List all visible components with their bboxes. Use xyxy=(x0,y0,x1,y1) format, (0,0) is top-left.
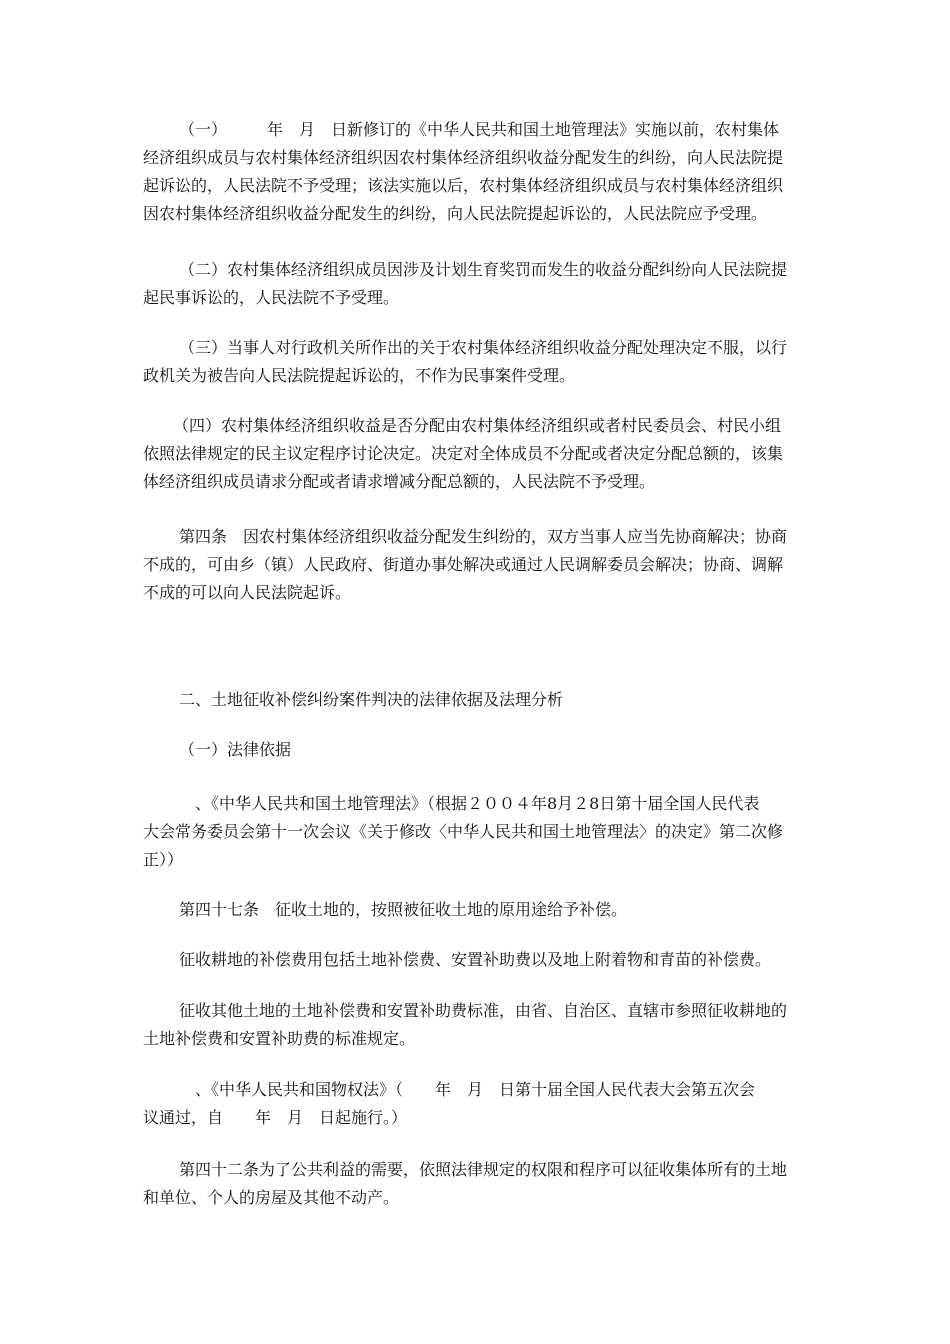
paragraph-line: （一） 年 月 日新修订的《中华人民共和国土地管理法》实施以前，农村集体 xyxy=(179,120,780,139)
paragraph-line: 征收其他土地的土地补偿费和安置补助费标准，由省、自治区、直辖市参照征收耕地的 xyxy=(179,1001,788,1020)
paragraph-line: 土地补偿费和安置补助费的标准规定。 xyxy=(143,1029,416,1048)
paragraph-other-land xyxy=(143,997,808,1053)
paragraph-property-law xyxy=(143,1076,808,1132)
subsection-heading-text: （一）法律依据 xyxy=(179,740,292,759)
paragraph-line: 第四条 因农村集体经济组织收益分配发生纠纷的，双方当事人应当先协商解决；协商 xyxy=(179,527,788,546)
paragraph-line: 第四十二条为了公共利益的需要，依照法律规定的权限和程序可以征收集体所有的土地 xyxy=(179,1160,788,1179)
paragraph-line: 、《中华人民共和国物权法》（ 年 月 日第十届全国人民代表大会第五次会 xyxy=(179,1080,756,1099)
paragraph-land-law xyxy=(143,790,808,874)
paragraph-line: 不成的可以向人民法院起诉。 xyxy=(143,583,352,602)
paragraph-line: 政机关为被告向人民法院提起诉讼的，不作为民事案件受理。 xyxy=(143,366,576,385)
paragraph-line: （三）当事人对行政机关所作出的关于农村集体经济组织收益分配处理决定不服，以行 xyxy=(179,338,788,357)
paragraph-line: 起诉讼的，人民法院不予受理；该法实施以后，农村集体经济组织成员与农村集体经济组织 xyxy=(143,176,784,195)
paragraph-line: 征收耕地的补偿费用包括土地补偿费、安置补助费以及地上附着物和青苗的补偿费。 xyxy=(179,950,772,969)
paragraph-2 xyxy=(143,256,808,312)
paragraph-4 xyxy=(143,412,808,496)
paragraph-line: 和单位、个人的房屋及其他不动产。 xyxy=(143,1188,400,1207)
paragraph-line: 大会常务委员会第十一次会议《关于修改〈中华人民共和国土地管理法〉的决定》第二次修 xyxy=(143,822,784,841)
paragraph-line: 不成的，可由乡（镇）人民政府、街道办事处解决或通过人民调解委员会解决；协商、调解 xyxy=(143,555,784,574)
paragraph-article-47 xyxy=(143,896,808,924)
paragraph-line: 第四十七条 征收土地的，按照被征收土地的原用途给予补偿。 xyxy=(179,900,628,919)
paragraph-article-42 xyxy=(143,1156,808,1212)
paragraph-line: 起民事诉讼的，人民法院不予受理。 xyxy=(143,288,400,307)
paragraph-5 xyxy=(143,523,808,607)
paragraph-line: 依照法律规定的民主议定程序讨论决定。决定对全体成员不分配或者决定分配总额的，该集 xyxy=(143,444,784,463)
section-heading xyxy=(143,686,808,714)
paragraph-line: 议通过，自 年 月 日起施行。） xyxy=(143,1108,408,1127)
paragraph-line: 体经济组织成员请求分配或者请求增减分配总额的，人民法院不予受理。 xyxy=(143,472,656,491)
paragraph-line: 、《中华人民共和国土地管理法》（根据２００４年8月２8日第十届全国人民代表 xyxy=(179,794,760,813)
paragraph-line: （四）农村集体经济组织收益是否分配由农村集体经济组织或者村民委员会、村民小组 xyxy=(173,416,782,435)
paragraph-line: （二）农村集体经济组织成员因涉及计划生育奖罚而发生的收益分配纠纷向人民法院提 xyxy=(179,260,788,279)
paragraph-1 xyxy=(143,116,808,228)
section-heading-text: 二、土地征收补偿纠纷案件判决的法律依据及法理分析 xyxy=(179,690,564,709)
paragraph-3 xyxy=(143,334,808,390)
subsection-heading xyxy=(143,736,808,764)
paragraph-farmland-compensation xyxy=(143,946,808,974)
paragraph-line: 因农村集体经济组织收益分配发生的纠纷，向人民法院提起诉讼的，人民法院应予受理。 xyxy=(143,204,768,223)
paragraph-line: 正）） xyxy=(143,850,184,869)
paragraph-line: 经济组织成员与农村集体经济组织因农村集体经济组织收益分配发生的纠纷，向人民法院提 xyxy=(143,148,784,167)
